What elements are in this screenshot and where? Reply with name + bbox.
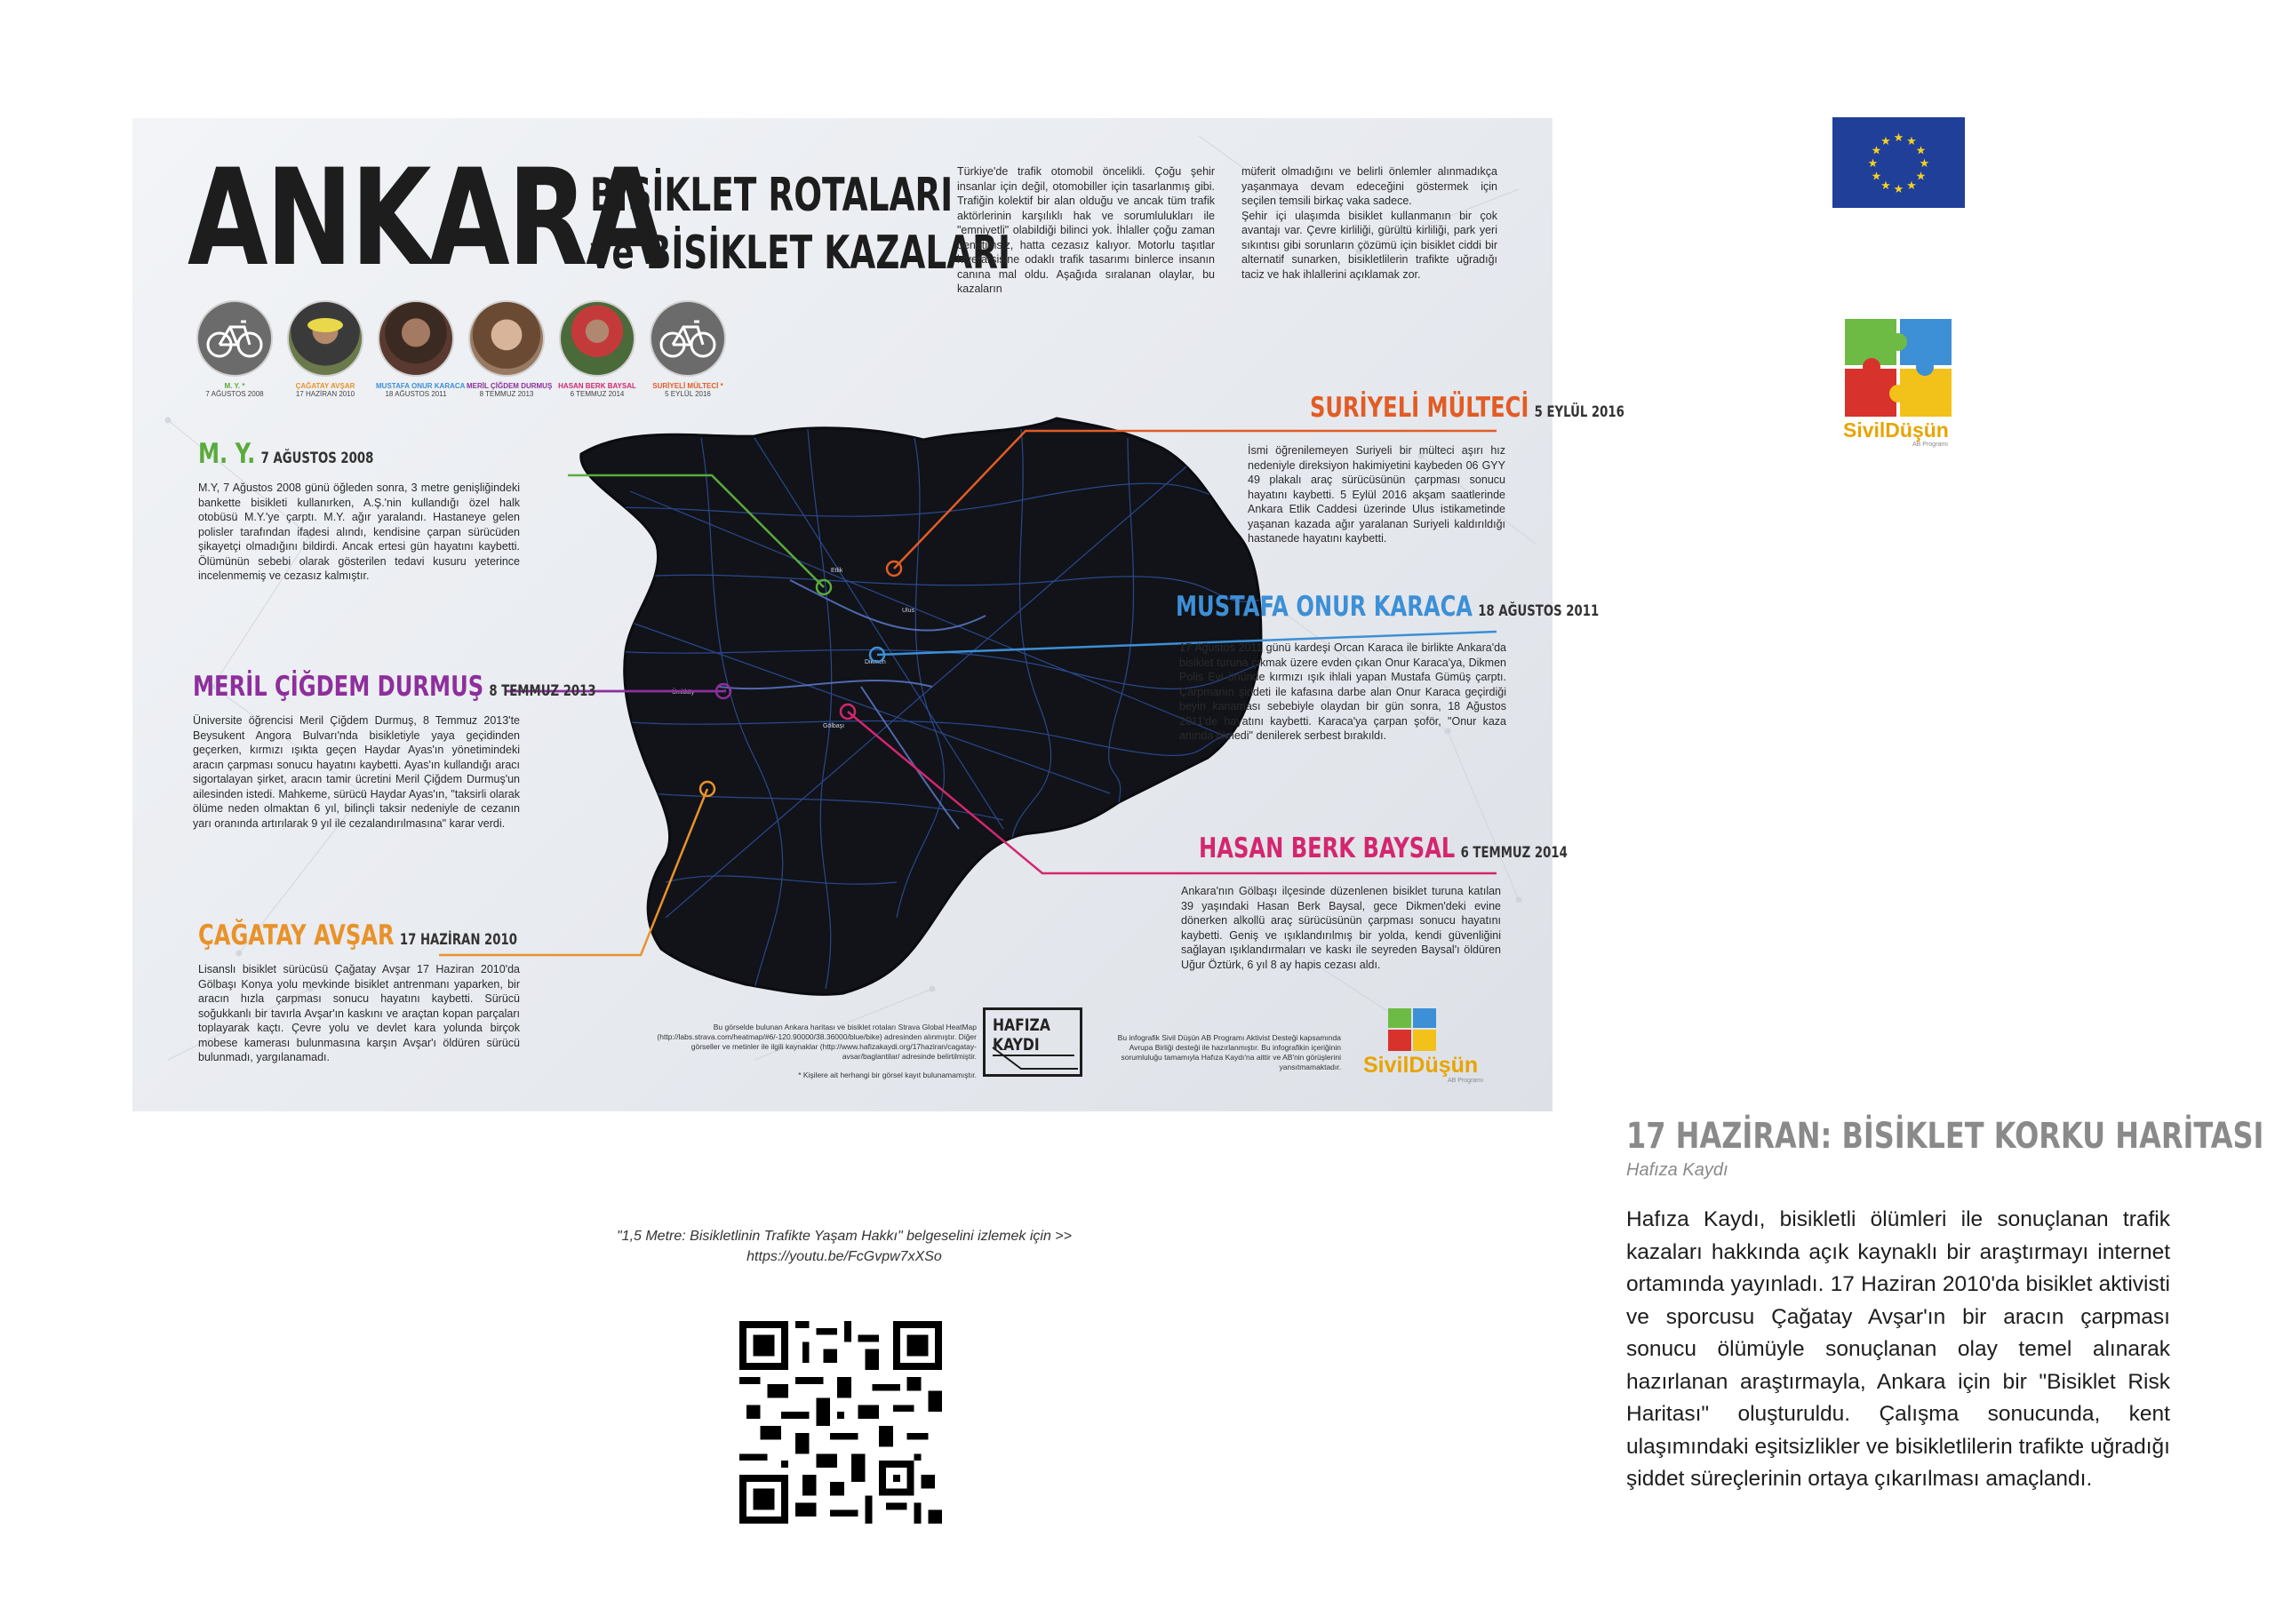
intro-column-1: Türkiye'de trafik otomobil öncelikli. Çoğu şehir insanlar için değil, otomobiller için tasarlanmış gibi. Trafiğin kolektif bir alan olduğu ve ancak tüm trafik aktörlerinin karşılıklı hak ve sorumlulukları ile "emniyetli" olabildiği bilinci yok. İhlaller çoğu zaman denetimsiz, hatta cezasız kalıyor. Motorlu taşıtlar hiyerarşisine odaklı trafik tasarımı binlerce insanın canına mal oldu. Aşağıda sıralanan olaylar, bu kazaların [957, 165, 1215, 295]
story-text: Ankara'nın Gölbaşı ilçesinde düzenlenen bisiklet turuna katılan 39 yaşındaki Hasan Berk Baysal, gece Dikmen'deki evine dönerken alkollü araç sürücüsünün çarpması sonucu hayatını kaybetti. Geniş ve ışıklandırılmış bir yolda, kendi güvenliğini sağlayan ışıklandırmaları ve kaskı ile seyreden Baysal'ı öldüren Uğur Öztürk, 6 yıl 8 ay hapis cezası aldı. [1181, 885, 1501, 971]
qr-code[interactable] [739, 1321, 942, 1524]
avatar-date: 18 AĞUSTOS 2011 [385, 390, 447, 398]
story-heading [193, 671, 596, 703]
avatar-date: 7 AĞUSTOS 2008 [205, 390, 264, 398]
svg-text:★: ★ [1871, 170, 1882, 184]
poster-subtitle-line2: ve BİSİKLET KAZALARI [590, 227, 1010, 280]
sivil-dusun-logo [1841, 315, 1955, 449]
story-date: 18 AĞUSTOS 2011 [1478, 602, 1600, 620]
svg-text:★: ★ [1880, 179, 1891, 193]
infographic-poster [132, 118, 1624, 1111]
avatar-name: M. Y. * [224, 382, 245, 390]
story-my [198, 438, 520, 584]
map-label-umitkoy: Ümitköy [672, 689, 695, 696]
story-text: Üniversite öğrencisi Meril Çiğdem Durmuş, 8 Temmuz 2013'te Beysukent Angora Bulvarı'nda bisikletiyle yaya geçidinden geçerken, kırmızı ışıkta geçen Haydar Ayas'ın yönetimindeki aracın çarpması sonucu hayatını kaybetti. Ayas'ın kullandığı aracı sigortalayan şirket, aracın tamir ücretini Meril Çiğdem Durmuş'un ailesinden istedi. Mahkeme, sürücü Haydar Ayas'ın, "taksirli olarak ölüme neden olmaktan 6 yıl, bilinçli taksir nedeniyle de cezanın yarı oranında artırılarak 9 yıl ile cezalandırılmasına" karar verdi. [193, 714, 520, 830]
story-heading [1176, 591, 1600, 623]
avatar-date: 6 TEMMUZ 2014 [570, 390, 625, 398]
story-heading [1310, 392, 1624, 424]
avatar-date: 8 TEMMUZ 2013 [479, 390, 534, 398]
svg-text:★: ★ [1893, 183, 1904, 196]
map-label-golbasi: Gölbaşı [823, 723, 845, 729]
documentary-url[interactable]: https://youtu.be/FcGvpw7xXSo [746, 1249, 942, 1264]
puzzle-icon [1841, 315, 1955, 420]
avatar-name: ÇAĞATAY AVŞAR [295, 382, 355, 390]
svg-text:★: ★ [1915, 170, 1927, 184]
documentary-link [498, 1226, 1191, 1267]
eu-stars-icon [1832, 117, 1965, 208]
documentary-caption: "1,5 Metre: Bisikletlinin Trafikte Yaşam Hakkı" belgeselini izlemek için >> [616, 1229, 1072, 1244]
story-suriyeli [1248, 392, 1624, 546]
svg-text:★: ★ [1867, 157, 1879, 171]
hafiza-kaydi-logo-text: HAFIZA KAYDI [993, 1015, 1074, 1056]
sivil-dusun-logo-text: SivilDüşün [1843, 418, 1949, 442]
eu-disclaimer: Bu infografik Sivil Düşün AB Programı Aktivist Desteği kapsamında Avrupa Birliği desteği ile hazırlanmıştır. Bu infografikin içeriğinin sorumluluğu tamamıyla Hafıza Kaydı'na aittir ve AB'nin görüşlerini yansıtmamaktadır. [1117, 1033, 1341, 1071]
avatar-name: MUSTAFA ONUR KARACA [376, 382, 466, 390]
svg-text:★: ★ [1871, 144, 1882, 158]
eu-flag [1832, 117, 1965, 208]
story-heading [198, 438, 449, 470]
sivil-dusun-logo-small [1363, 1007, 1484, 1087]
poster-subtitle-line1: BİSİKLET ROTALARI [590, 169, 954, 222]
story-date: 17 HAZİRAN 2010 [399, 931, 517, 949]
svg-text:★: ★ [1906, 179, 1917, 193]
hafiza-kaydi-logo [983, 1007, 1082, 1077]
story-heading [198, 919, 517, 951]
story-name: SURİYELİ MÜLTECİ [1310, 392, 1529, 424]
article-body: Hafıza Kaydı, bisikletli ölümleri ile sonuçlanan trafik kazaları hakkında açık kaynaklı bir araştırmayı internet ortamında yayınladı. 17 Haziran 2010'da bisiklet aktivisti ve sporcusu Çağatay Avşar'ın bir aracın çarpması sonucu ölümüyle sonuçlanan olay temel alınarak hazırlanan araştırmayla, Ankara için bir "Bisiklet Risk Haritası" oluşturuldu. Çalışma sonucunda, kent ulaşımındaki eşitsizlikler ve bisikletlilerin trafikte uğradığı şiddet süreçlerinin ortaya çıkarılması amaçlandı. [1626, 1207, 2170, 1491]
story-hasan [1181, 832, 1568, 972]
story-name: MUSTAFA ONUR KARACA [1176, 591, 1473, 623]
story-heading [1199, 832, 1568, 864]
svg-text:★: ★ [1915, 144, 1927, 158]
svg-text:★: ★ [1893, 131, 1904, 145]
avatar-date: 5 EYLÜL 2016 [665, 390, 711, 398]
map-label-ulus: Ulus [902, 608, 915, 614]
svg-text:★: ★ [1919, 157, 1930, 171]
no-photo-note: * Kişilere ait herhangi bir görsel kayıt bulunamamıştır. [798, 1071, 977, 1079]
svg-text:★: ★ [1906, 135, 1917, 148]
article-author: Hafıza Kaydı [1626, 1160, 1728, 1180]
story-name: MERİL ÇİĞDEM DURMUŞ [193, 671, 484, 703]
story-text: 17 Ağustos 2011 günü kardeşi Orcan Karaca ile birlikte Ankara'da bisiklet turuna çıkmak üzere evden çıkan Onur Karaca'ya, Dikmen Polis Evi önünde kırmızı ışık ihlali yapan Mustafa Gümüş çarptı. Çarpmanın şiddeti ile kafasına darbe alan Onur Karaca geçirdiği beyin kanaması sebebiyle olaydan bir gün sonra, 18 Ağustos 2011'de hayatını kaybetti. Karaca'ya çarpan şoför, "Onur kaza anında ölmedi" denilerek serbest bırakıldı. [1179, 641, 1506, 742]
svg-text:★: ★ [1880, 135, 1891, 148]
avatar-name: HASAN BERK BAYSAL [558, 382, 636, 390]
map-label-etlik: Etlik [831, 568, 843, 574]
source-credits: Bu görselde bulunan Ankara haritası ve bisiklet rotaları Strava Global HeatMap (http://labs.strava.com/heatmap/#6/-120.90000/38.36000/blue/bike) adresinden alınmıştır. Diğer görseller ve metinler ile ilgili kaynaklar (http://www.hafizakaydi.org/17haziran/cagatay-avsar/baglantilar/ adresinde belirtilmiştir. [657, 1023, 977, 1061]
sivil-dusun-logo-sub: AB Programı [1448, 1078, 1484, 1084]
story-text: İsmi öğrenilemeyen Suriyeli bir mülteci aşırı hız nedeniyle direksiyon hakimiyetini kaybeden 06 GYY 49 plakalı araç sürücüsünün çarpması sonucu hayatını kaybetti. 5 Eylül 2016 akşam saatlerinde Ankara Etlik Caddesi üzerinde Ulus istikametinde yaşanan kazada ağır yaralanan Suriyeli kaldırıldığı hastanede hayatını kaybetti. [1248, 444, 1505, 545]
intro-paragraph: Şehir içi ulaşımda bisiklet kullanmanın bir çok avantajı var. Çevre kirliliği, gürültü kirliliği, park yeri sıkıntısı gibi sorunların çözümü için bisiklet ciddi bir alternatif sunarken, bisikletlilerin trafikte uğradığı taciz ve hak ihlallerini açıklamak zor. [1241, 209, 1497, 281]
intro-paragraph: müferit olmadığını ve belirli önlemler alınmadıkça yaşanmaya devam edeceğini göstermek için seçilen temsili birkaç vaka sadece. [1241, 165, 1497, 207]
story-name: HASAN BERK BAYSAL [1199, 832, 1456, 864]
sivil-dusun-logo-sub: AB Programı [1912, 442, 1949, 448]
avatar-name: SURİYELİ MÜLTECİ * [652, 382, 723, 390]
story-date: 7 AĞUSTOS 2008 [260, 450, 374, 467]
avatar-date: 17 HAZİRAN 2010 [295, 390, 355, 398]
story-cagatay [198, 919, 520, 1065]
story-mustafa [1176, 591, 1600, 744]
story-text: Lisanslı bisiklet sürücüsü Çağatay Avşar 17 Haziran 2010'da Gölbaşı Konya yolu mevkinde bisiklet antrenmanı yaparken, bir aracın hızla çarpması sonucu hayatını kaybetti. Sürücü soğukkanlı bir tavırla Avşar'ın kaskını ve araçtan kopan parçaları toplayarak kaçtı. Çevre yolu ve devlet kara yolunda birçok mobese kamerası bulunmasına karşın Avşar'ı öldüren sürücü bulunmadı, yargılanamadı. [198, 963, 520, 1063]
story-date: 8 TEMMUZ 2013 [489, 682, 596, 700]
story-date: 6 TEMMUZ 2014 [1460, 844, 1568, 862]
sivil-dusun-logo-text: SivilDüşün [1363, 1053, 1479, 1078]
map-label-dikmen: Dikmen [865, 659, 886, 665]
story-meril [193, 671, 596, 831]
poster-title: ANKARA [188, 141, 665, 296]
story-date: 5 EYLÜL 2016 [1534, 403, 1624, 421]
puzzle-icon [1386, 1007, 1440, 1053]
avatar-name: MERİL ÇİĞDEM DURMUŞ [467, 382, 553, 390]
story-name: M. Y. [198, 438, 256, 470]
article-title: 17 HAZİRAN: BİSİKLET KORKU HARİTASI [1626, 1116, 2264, 1157]
story-name: ÇAĞATAY AVŞAR [198, 919, 395, 951]
map-shape [581, 418, 1261, 994]
story-text: M.Y, 7 Ağustos 2008 günü öğleden sonra, 3 metre genişliğindeki bankette bisikleti kullanırken, A.Ş.'nin kullandığı özel halk otobüsü M.Y.'ye çarptı. M.Y. ağır yaralandı. Hastaneye gelen polisler tarafından ifadesi alındı, kendisine çarpan sürücüden şikayetçi olmadığını bildirdi. Ancak ertesi gün hayatını kaybetti. Ölümünün sebebi olarak gösterilen tedavi kusuru yeterince incelenmemiş ve cezasız kalmıştır. [198, 482, 520, 582]
